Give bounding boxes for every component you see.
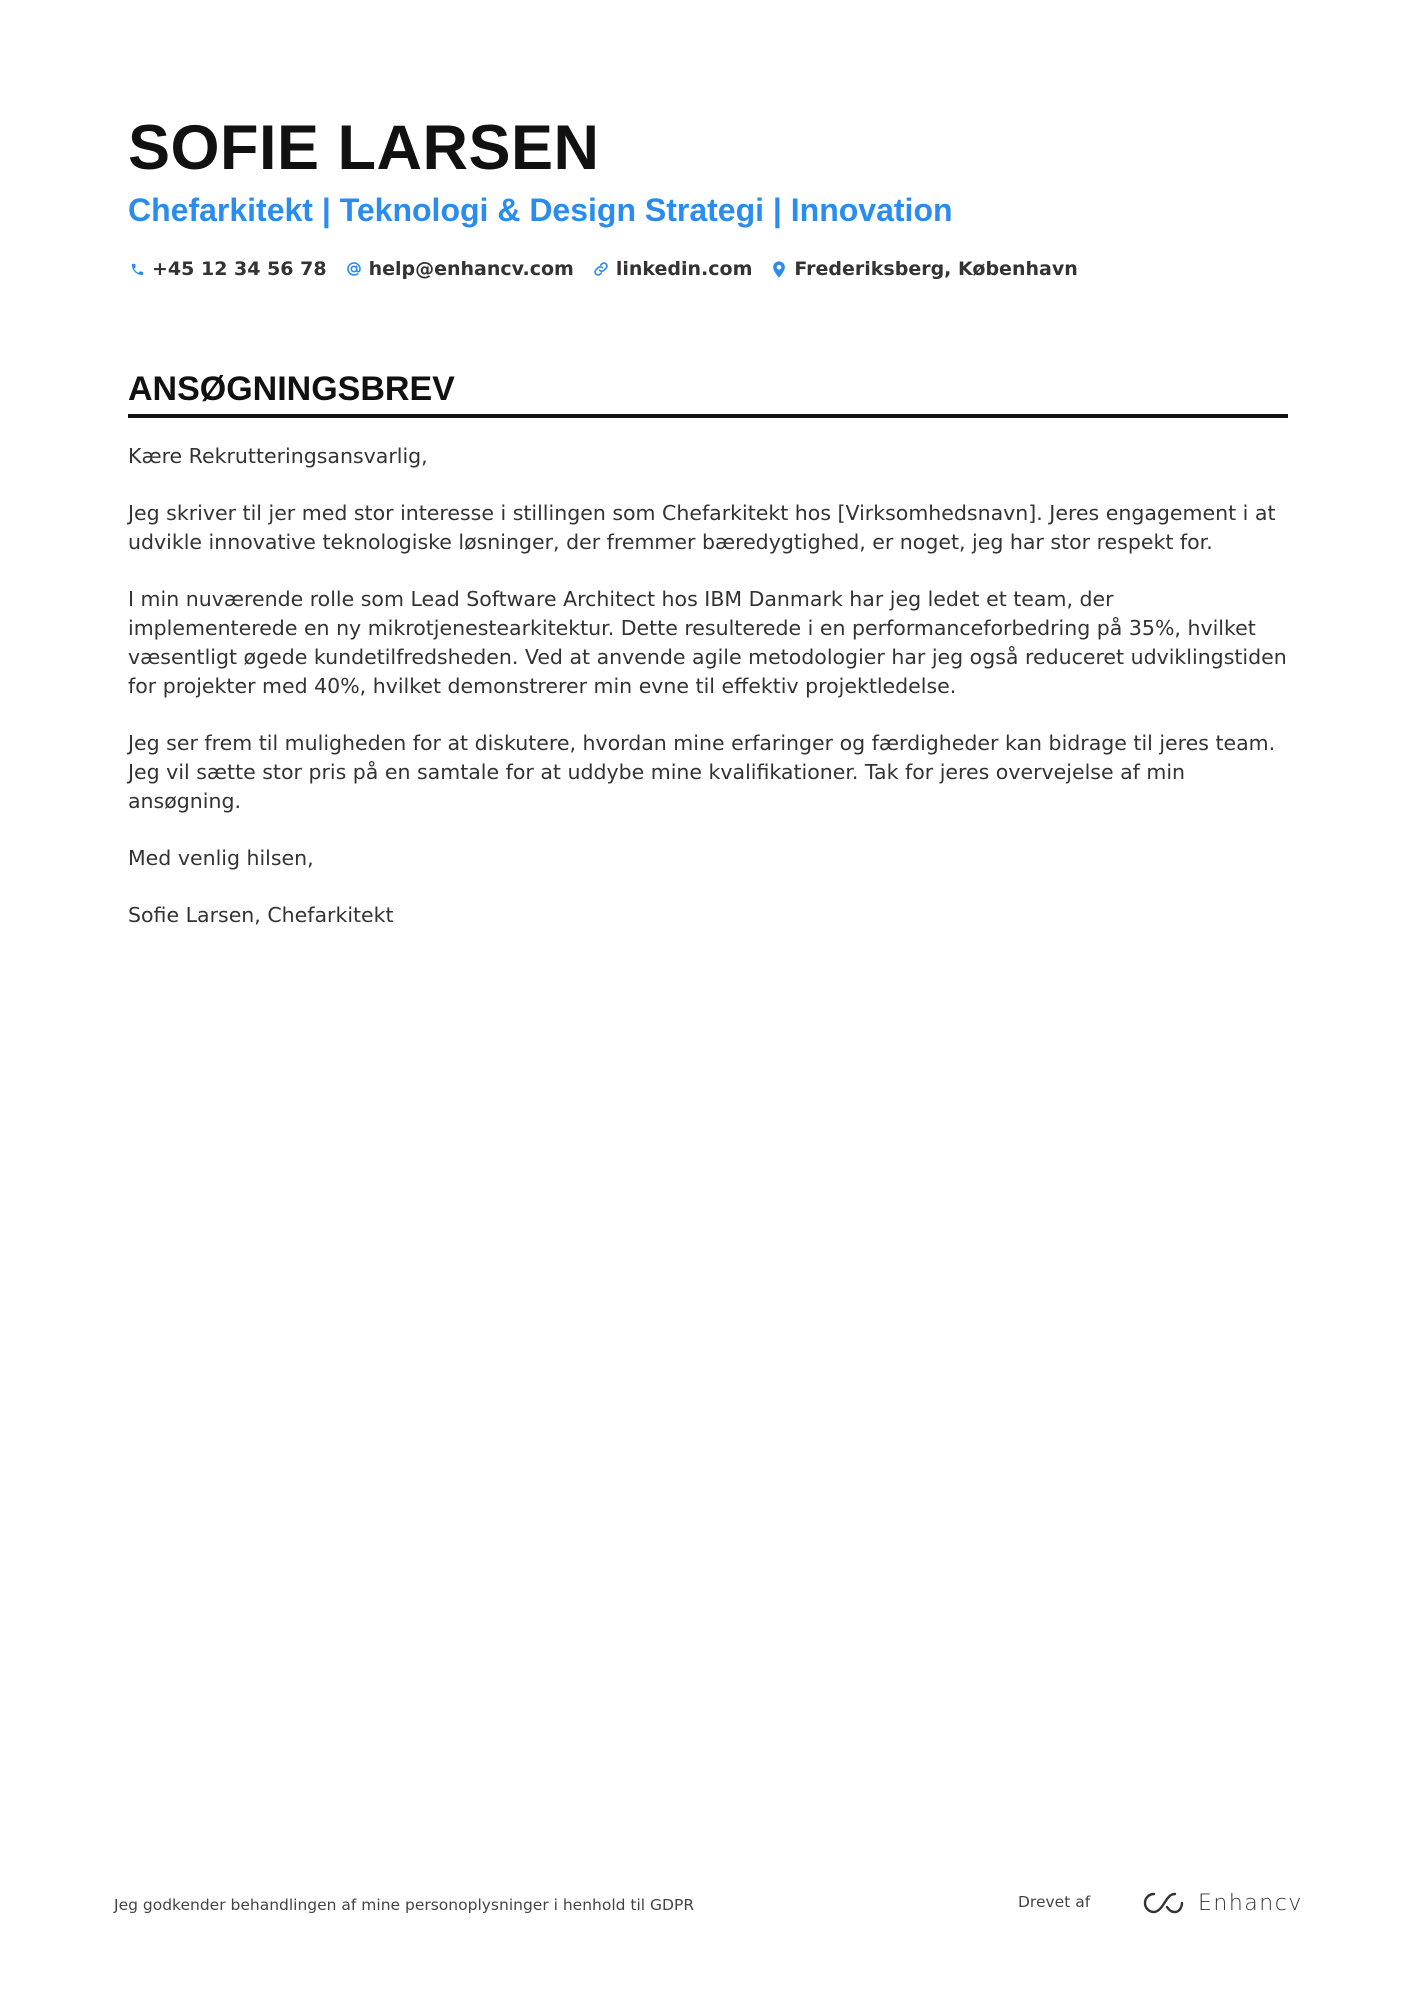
letter-paragraph-3: Jeg ser frem til muligheden for at diskutere, hvordan mine erfaringer og færdigheder kan bidrage til jeres team. Jeg vil sætte stor pris på en samtale for at uddybe mine kvalifikationer. Tak for jeres overvejelse af min ansøgning. — [128, 731, 1276, 813]
gdpr-consent-text: Jeg godkender behandlingen af mine personoplysninger i henhold til GDPR — [114, 1896, 695, 1914]
letter-closing: Med venlig hilsen, — [128, 846, 314, 870]
link-icon — [592, 260, 610, 278]
letter-paragraph-2: I min nuværende rolle som Lead Software Architect hos IBM Danmark har jeg ledet et team, der implementerede en ny mikrotjenestearkitektur. Dette resulterede i en performanceforbedring på 35%, hvilket væsentligt øgede kundetilfredsheden. Ved at anvende agile metodologier har jeg også reduceret udviklingstiden for projekter med 40%, hvilket demonstrerer min evne til effektiv projektledelse. — [128, 587, 1287, 698]
contact-bar — [128, 258, 1288, 280]
candidate-name: SOFIE LARSEN — [128, 113, 600, 183]
location-pin-icon — [770, 260, 788, 278]
brand-name: Enhancv — [1198, 1890, 1303, 1916]
cover-letter-section — [128, 368, 1288, 958]
phone-icon — [128, 260, 146, 278]
location-text: Frederiksberg, København — [794, 258, 1078, 280]
footer — [114, 1890, 1303, 1922]
enhancv-brand[interactable] — [1140, 1890, 1303, 1916]
contact-linkedin[interactable] — [592, 258, 753, 280]
email-text[interactable]: help@enhancv.com — [368, 258, 574, 280]
candidate-subtitle: Chefarkitekt | Teknologi & Design Strategi | Innovation — [128, 192, 953, 228]
contact-email[interactable] — [345, 258, 574, 280]
letter-body — [128, 442, 1288, 930]
enhancv-logo-icon — [1140, 1890, 1186, 1916]
at-icon — [345, 260, 363, 278]
contact-location — [770, 258, 1077, 280]
linkedin-text[interactable]: linkedin.com — [615, 258, 753, 280]
powered-by-label: Drevet af — [1018, 1893, 1091, 1911]
contact-phone — [128, 258, 327, 280]
letter-signature: Sofie Larsen, Chefarkitekt — [128, 903, 394, 927]
section-title: ANSØGNINGSBREV — [128, 368, 1288, 418]
letter-paragraph-1: Jeg skriver til jer med stor interesse i stillingen som Chefarkitekt hos [Virksomhedsnavn]. Jeres engagement i at udvikle innovative teknologiske løsninger, der fremmer bæredygtighed, er noget, jeg har stor respekt for. — [128, 501, 1276, 554]
phone-text: +45 12 34 56 78 — [152, 258, 327, 280]
letter-greeting: Kære Rekrutteringsansvarlig, — [128, 444, 428, 468]
header — [128, 108, 1288, 280]
